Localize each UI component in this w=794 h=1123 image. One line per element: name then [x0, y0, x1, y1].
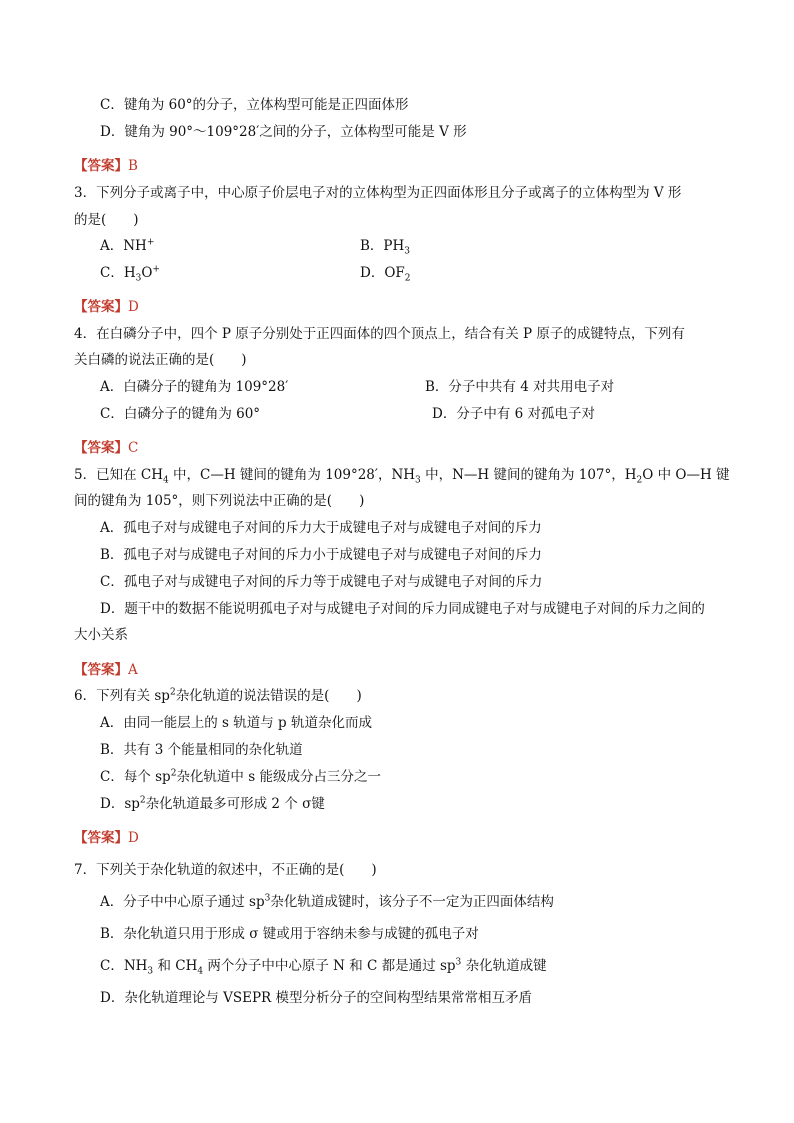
- q4-stem-line2: 关白磷的说法正确的是( ): [74, 352, 247, 368]
- q7-option-a: A．分子中中心原子通过 $sp^3$杂化轨道成键时，该分子不一定为正四面体结构: [100, 893, 554, 910]
- q3-stem-line1: 3．下列分子或离子中，中心原子价层电子对的立体构型为正四面体形且分子或离子的立体构型为 V 形: [74, 185, 682, 201]
- q7-stem: 7．下列关于杂化轨道的叙述中，不正确的是( ): [74, 862, 377, 878]
- q4-option-d: D．分子中有 6 对孤电子对: [432, 406, 595, 422]
- q3-option-c: C．$H_3O^+$: [100, 264, 160, 284]
- q6-option-d: D．$sp^2$杂化轨道最多可形成 2 个 σ键: [100, 795, 325, 812]
- q2-option-c: C．键角为 60°的分子，立体构型可能是正四面体形: [100, 97, 409, 113]
- q3-option-a: A．NH+: [100, 237, 155, 254]
- q5-option-d-line1: D．题干中的数据不能说明孤电子对与成键电子对间的斥力同成键电子对与成键电子对间的斥力之间的: [100, 601, 705, 617]
- q6-option-b: B．共有 3 个能量相同的杂化轨道: [100, 742, 303, 758]
- q5-stem-line2: 间的键角为 105°，则下列说法中正确的是( ): [74, 493, 365, 509]
- q5-answer: 【答案】A: [74, 662, 138, 678]
- q4-option-a: A．白磷分子的键角为 109°28′: [100, 379, 289, 395]
- q5-option-b: B．孤电子对与成键电子对间的斥力小于成键电子对与成键电子对间的斥力: [100, 547, 542, 563]
- q3-option-d: D．$OF_2$: [360, 265, 411, 284]
- q6-stem: 6．下列有关 $sp^2$杂化轨道的说法错误的是( ): [74, 687, 362, 704]
- q7-option-b: B．杂化轨道只用于形成 σ 键或用于容纳未参与成键的孤电子对: [100, 926, 479, 942]
- answer-value: B: [128, 158, 138, 174]
- q5-option-d-line2: 大小关系: [74, 627, 128, 643]
- q4-stem-line1: 4．在白磷分子中，四个 P 原子分别处于正四面体的四个顶点上，结合有关 P 原子的成键特点，下列有: [74, 326, 685, 342]
- q2-answer: [74, 157, 138, 175]
- answer-label: 【答案】: [74, 158, 128, 174]
- q6-option-a: A．由同一能层上的 s 轨道与 p 轨道杂化而成: [100, 715, 372, 731]
- q4-option-b: B．分子中共有 4 对共用电子对: [425, 379, 615, 395]
- q5-stem-line1: 5．已知在 $CH_4$ 中，C—H 键间的键角为 109°28′，$NH_3$ 中，N—H 键间的键角为 107°，$H_2O$ 中 O—H 键: [74, 467, 730, 486]
- q5-option-a: A．孤电子对与成键电子对间的斥力大于成键电子对与成键电子对间的斥力: [100, 520, 542, 536]
- q3-stem-line2: 的是( ): [74, 212, 139, 228]
- q7-option-c: C．$NH_3$ 和 $CH_4$ 两个分子中中心原子 N 和 C 都是通过 $sp^3$ 杂化轨道成键: [100, 957, 547, 977]
- q3-answer: 【答案】D: [74, 299, 139, 315]
- q7-option-d: D．杂化轨道理论与 VSEPR 模型分析分子的空间构型结果常常相互矛盾: [100, 990, 533, 1006]
- q4-option-c: C．白磷分子的键角为 60°: [100, 406, 261, 422]
- q4-answer: 【答案】C: [74, 440, 139, 456]
- q5-option-c: C．孤电子对与成键电子对间的斥力等于成键电子对与成键电子对间的斥力: [100, 574, 543, 590]
- q6-option-c: C．每个 $sp^2$杂化轨道中 s 能级成分占三分之一: [100, 768, 381, 785]
- q6-answer: 【答案】D: [74, 830, 139, 846]
- q3-option-b: B．$PH_3$: [360, 238, 411, 257]
- q2-option-d: D．键角为 90°～109°28′之间的分子，立体构型可能是 V 形: [100, 124, 467, 140]
